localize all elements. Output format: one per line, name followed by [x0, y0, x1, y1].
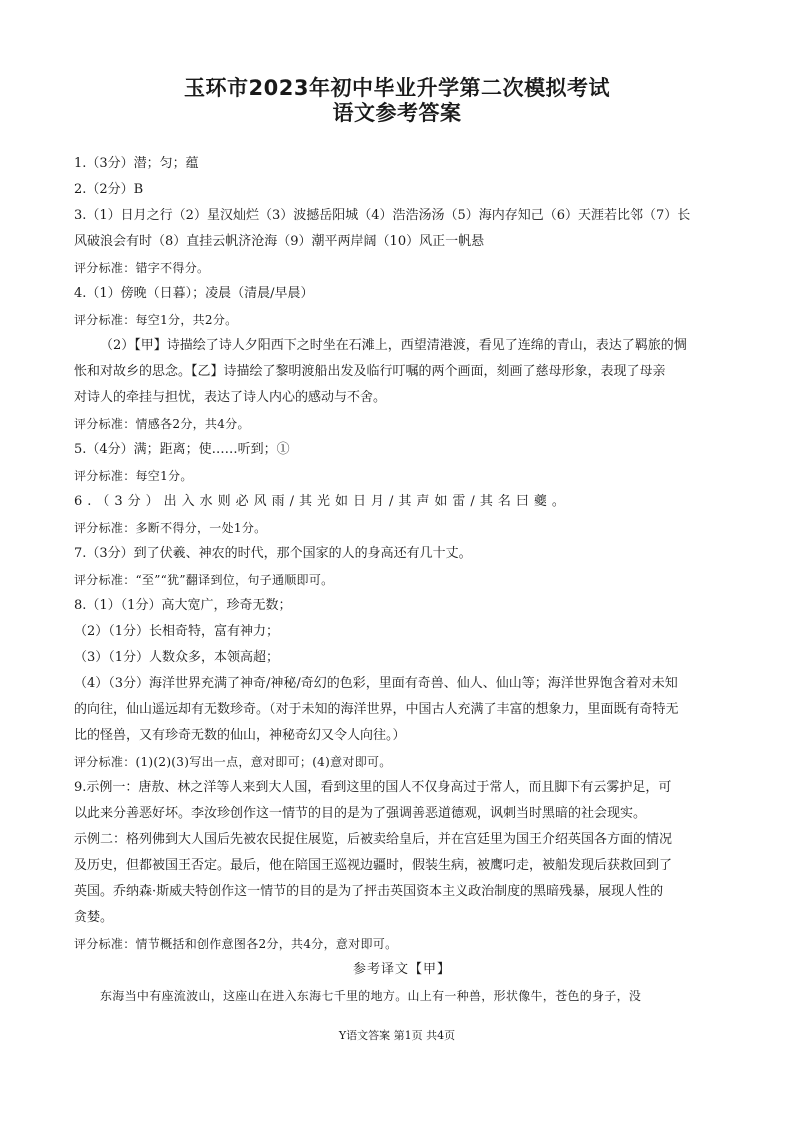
translation-text: 东海当中有座流波山，这座山在进入东海七千里的地方。山上有一种兽，形状像牛，苍色的身子，没: [100, 989, 642, 1003]
translation-heading: 参考译文【甲】: [352, 962, 451, 977]
answer-line-q4-2-cont: 对诗人的牵挂与担忧，表达了诗人内心的感动与不舍。: [74, 390, 387, 405]
answer-line-q8-4-cont: 比的怪兽，又有珍奇无数的仙山，神秘奇幻又令人向往。）: [74, 728, 406, 743]
answer-line-q3: 3.（1）日月之行（2）星汉灿烂（3）波撼岳阳城（4）浩浩汤汤（5）海内存知己（6）天涯若比邻（7）长: [74, 208, 691, 223]
answer-line-q8-1: 8.（1）（1分）高大宽广，珍奇无数；: [74, 598, 292, 613]
answer-line-q8-3: （3）（1分）人数众多，本领高超；: [74, 650, 280, 665]
answer-content: [74, 151, 730, 1009]
scoring-line: 评分标准：多断不得分，一处1分。: [74, 521, 267, 535]
answer-line-q4: 4.（1）傍晚（日暮）；凌晨（清晨/早晨）: [74, 286, 314, 301]
answer-line-q5: 5.（4分）满；距离；使……听到；①: [74, 442, 290, 457]
answer-line-q9-example2-cont: 英国。乔纳森·斯威夫特创作这一情节的目的是为了抨击英国资本主义政治制度的黑暗残暴，展现人性的: [74, 884, 664, 899]
answer-line-q9-example1-cont: 以此来分善恶好坏。李汝珍创作这一情节的目的是为了强调善恶道德观，讽刺当时黑暗的社会现实。: [74, 806, 647, 821]
answer-line-q3-cont: 风破浪会有时（8）直挂云帆济沧海（9）潮平两岸阔（10）风正一帆悬: [74, 234, 485, 249]
answer-line-q9-example2: 示例二：格列佛到大人国后先被农民捉住展览，后被卖给皇后，并在宫廷里为国王介绍英国各方面的情况: [74, 832, 673, 847]
scoring-line: 评分标准：错字不得分。: [74, 261, 210, 275]
exam-title: 玉环市2023年初中毕业升学第二次模拟考试: [184, 76, 610, 100]
scoring-line: 评分标准：(1)(2)(3)写出一点，意对即可；(4)意对即可。: [74, 755, 392, 769]
answer-line-q8-2: （2）（1分）长相奇特，富有神力；: [74, 624, 280, 639]
page-footer: Y语文答案 第1页 共4页: [338, 1029, 456, 1042]
scoring-line: 评分标准：情节概括和创作意图各2分，共4分，意对即可。: [74, 937, 398, 951]
answer-line-q7: 7.（3分）到了伏羲、神农的时代，那个国家的人的身高还有几十丈。: [74, 546, 472, 561]
answer-line-q9-example2-cont: 及历史，但都被国王否定。最后，他在陪国王巡视边疆时，假装生病，被鹰叼走，被船发现后获救回到了: [74, 858, 673, 873]
answer-line-q1: 1.（3分）潜；匀；蕴: [74, 156, 199, 171]
answer-line-q4-2-cont: 怅和对故乡的思念。【乙】诗描绘了黎明渡船出发及临行叮嘱的两个画面，刻画了慈母形象，表现了母亲: [74, 364, 666, 379]
scoring-line: 评分标准：每空1分，共2分。: [74, 313, 238, 327]
answer-title: 语文参考答案: [332, 101, 462, 125]
answer-line-q2: 2.（2分）B: [74, 182, 144, 197]
scoring-line: 评分标准：“至”“犹”翻译到位，句子通顺即可。: [74, 573, 334, 587]
scoring-line: 评分标准：情感各2分，共4分。: [74, 417, 250, 431]
scoring-line: 评分标准：每空1分。: [74, 469, 193, 483]
answer-line-q9-example1: 9.示例一：唐敖、林之洋等人来到大人国，看到这里的国人不仅身高过于常人，而且脚下有云雾护足，可: [74, 780, 672, 795]
answer-line-q8-4-cont: 的向往，仙山遥远却有无数珍奇。（对于未知的海洋世界，中国古人充满了丰富的想象力，里面既有奇特无: [74, 702, 679, 717]
answer-line-q4-2: （2）【甲】诗描绘了诗人夕阳西下之时坐在石滩上，西望清港渡，看见了连绵的青山，表达了羁旅的惆: [100, 338, 687, 353]
answer-line-q6: 6.（3分）出入水则必风雨/其光如日月/其声如雷/其名曰夔。: [74, 494, 570, 509]
answer-line-q8-4: （4）（3分）海洋世界充满了神奇/神秘/奇幻的色彩，里面有奇兽、仙人、仙山等；海洋世界饱含着对未知: [74, 676, 678, 691]
answer-line-q9-example2-cont: 贪婪。: [74, 910, 114, 925]
